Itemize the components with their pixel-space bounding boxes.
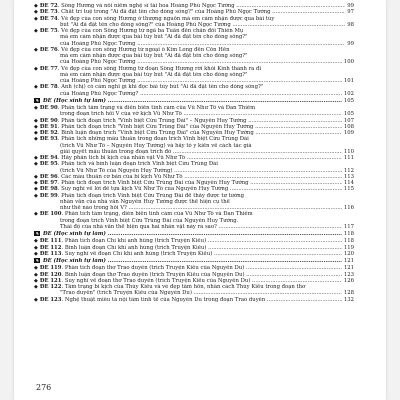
toc-entry-text: Phân tích đoạn thơ Trao duyên (trích Truyện Kiều của Nguyễn Du)	[64, 265, 245, 272]
toc-entry-line: ◆ ĐỀ 97. Phân tích đoạn trích Vĩnh biệt Cửu Trùng Đài của Nguyễn Huy Tưởng .....	[34, 180, 354, 186]
bullet-icon: ◆	[34, 117, 38, 124]
toc-entry-text: của Hoàng Phủ Ngọc Tường	[60, 78, 136, 84]
toc-entry-code: ĐỀ 90	[39, 105, 58, 111]
table-of-contents	[34, 3, 354, 303]
toc-entry-page: 123	[343, 271, 354, 278]
toc-entry-page: 105	[343, 97, 354, 104]
toc-entry-page: 105	[343, 111, 354, 118]
toc-entry-text: Vẻ đẹp của con sông Hương ở thượng nguồn mà em cảm nhận được qua bài tùy	[61, 15, 275, 22]
toc-entry-text: (Học sinh tự làm)	[53, 231, 106, 237]
toc-entry-text: Phân tích những mâu thuẫn trong đoạn trích Vĩnh biệt Cửu Trùng Đài	[61, 136, 249, 143]
toc-entry-line: ◆ ĐỀ 76. Vẻ đẹp của con sông Hương từ ngoại ô Kim Long đến Cồn Hến	[34, 46, 230, 53]
toc-entry	[34, 84, 354, 97]
bullet-icon: ◆	[34, 28, 38, 34]
toc-entry-code: ĐỀ 77	[39, 65, 58, 72]
toc-entry-text: Phân tích đoạn trích "Vĩnh biệt Cửu Trùng Đài" của Nguyễn Huy Tưởng	[61, 123, 254, 130]
toc-entry-page: 98	[347, 21, 354, 28]
pencil-icon: ✎	[35, 231, 39, 236]
toc-entry-line: ◆ ĐỀ 99. Phân tích đoạn trích Vĩnh biệt Cửu Trùng Đài để thấy được tư tưởng	[34, 192, 245, 199]
toc-entry-page: 101	[343, 78, 354, 84]
toc-entry-text: Bình luận đoạn thơ Trao duyên (trích Truyện Kiều của Nguyễn Du)	[64, 271, 245, 278]
toc-entry-page: 97	[347, 9, 354, 16]
toc-entry	[34, 28, 354, 47]
toc-entry-page: 114	[343, 180, 354, 186]
toc-entry-line: ◆ ĐỀ 98. Suy nghĩ về lời đề tựa kịch Vũ Như Tô của Nguyễn Huy Tưởng .....	[34, 186, 354, 192]
toc-entry-text: Vẻ đẹp của con sông Hương từ đoạn Sông Hương rời khỏi Kinh thành ra đi	[61, 65, 262, 72]
toc-entry-line: ◆ ĐỀ 95. Phân tích và bình luận đoạn trích Vĩnh biệt Cửu Trùng Đài	[34, 161, 218, 168]
toc-entry-code: ĐỀ	[43, 97, 52, 104]
pencil-icon: ✎	[35, 258, 39, 263]
toc-entry-text: bút "Ai đã đặt tên cho dòng sông?" của Hoàng Phủ Ngọc Tường	[60, 21, 231, 28]
bullet-icon: ◆	[34, 46, 38, 53]
bullet-icon: ◆	[34, 238, 38, 245]
bullet-icon: ◆	[34, 3, 38, 9]
toc-entry-text: (Học sinh tự làm)	[53, 258, 106, 264]
toc-entry-text: trong đoạn trích hồi V của vở kịch Vũ Như Tô	[60, 111, 182, 118]
toc-entry-text: Suy nghĩ về lời đề tựa kịch Vũ Như Tô của Nguyễn Huy Tưởng	[61, 186, 229, 193]
toc-entry-line: ◆ ĐỀ 119. Phân tích đoạn thơ Trao duyên (trích Truyện Kiều của Nguyễn Du) .....	[34, 265, 354, 271]
toc-entry-line: ◆ ĐỀ 78. Anh (chị) có cảm nghĩ gì khi đọc bài tùy bút "Ai đã đặt tên cho dòng sông?"	[34, 84, 264, 91]
toc-entry	[34, 193, 354, 212]
page-number: 276	[36, 383, 52, 392]
toc-entry-line	[34, 91, 354, 97]
toc-entry-page: 109	[343, 130, 354, 136]
toc-entry-line: ◆ ĐỀ 121. Suy nghĩ về đoạn thơ Trao duyên (trích Truyện Kiều của Nguyễn Du) .....	[34, 278, 354, 284]
bullet-icon: ◆	[34, 277, 38, 284]
toc-entry-code: ĐỀ 90	[39, 117, 58, 124]
toc-entry-page: 99	[347, 40, 354, 47]
toc-entry-line: ◆ ĐỀ 96. Các mâu thuẫn cơ bản của bi kịch Vũ Như Tô .....	[34, 174, 354, 180]
toc-entry-text: giải quyết mâu thuẫn trong đoạn trích đó	[60, 148, 172, 155]
toc-entry-line	[34, 258, 354, 264]
toc-entry-text: Phân tích đoạn trích "Vĩnh biệt Cửu Trùng Đài" – Nguyễn Huy Tưởng	[61, 117, 247, 124]
toc-entry-text: Phân tích đoạn Chí khí anh hùng (trích Truyện Kiều)	[64, 238, 207, 245]
toc-entry-text: Vẻ đẹp của con Sông Hương từ ngã ba Tuần đến chân đồi Thiên Mụ	[61, 28, 244, 34]
bullet-icon: ◆	[34, 155, 38, 161]
toc-entry-code: ĐỀ 119	[39, 265, 62, 272]
toc-entry-text: Bình luận đoạn Chí khí anh hùng (trích Truyện Kiều)	[64, 244, 207, 251]
toc-entry-page: 107	[343, 117, 354, 124]
toc-entry-line	[34, 224, 354, 230]
bullet-icon: ◆	[34, 265, 38, 272]
toc-entry-text: Suy nghĩ về đoạn thơ Trao duyên (trích Truyện Kiều của Nguyễn Du)	[64, 277, 251, 284]
toc-entry-page: 121	[343, 258, 354, 264]
toc-entry-code: ĐỀ 78	[39, 84, 58, 91]
toc-entry-page: 126	[343, 277, 354, 284]
bullet-icon: ◆	[34, 105, 38, 111]
toc-entry-code: ĐỀ	[43, 231, 52, 237]
bullet-icon: ◆	[34, 180, 38, 186]
toc-entry-code: ĐỀ 123	[39, 296, 62, 303]
bullet-icon: ◆	[34, 161, 38, 168]
toc-entry-line: ◆ ĐỀ 92. Bình luận đoạn trích "Vĩnh biệt Cửu Trùng Đài" của Nguyễn Huy Tưởng .....	[34, 130, 354, 136]
toc-entry-code: ĐỀ 92	[39, 130, 58, 136]
toc-entry-text: mà em cảm nhận được qua bài tùy bút "Ai đã đặt tên cho dòng sông?"	[60, 71, 248, 78]
toc-entry-text: (trích Vũ Như Tô của Nguyễn Huy Tưởng)	[60, 167, 173, 174]
bullet-icon: ◆	[34, 284, 38, 290]
toc-entry-text: (trích Vũ Như Tô – Nguyễn Huy Tưởng) và hãy tỏ ý kiến về cách tác giả	[60, 142, 252, 149]
toc-entry	[34, 136, 354, 155]
toc-entry	[34, 251, 354, 257]
bullet-icon: ◆	[34, 123, 38, 130]
toc-entry-code: ĐỀ	[43, 258, 52, 264]
toc-entry-text: Chất trí tuệ trong "Ai đã đặt tên cho dòng sông?" của Hoàng Phủ Ngọc Tường	[61, 9, 271, 16]
toc-entry-text: Anh (chị) có cảm nghĩ gì khi đọc bài tùy bút "Ai đã đặt tên cho dòng sông?"	[61, 84, 264, 91]
toc-entry-line: ◆ ĐỀ 93. Phân tích những mâu thuẫn trong đoạn trích Vĩnh biệt Cửu Trùng Đài	[34, 136, 249, 143]
toc-entry-text: Thái độ của nhà văn thể hiện qua hai nhân vật này ra sao?	[60, 223, 217, 230]
toc-entry-line: ◆ ĐỀ 122. Tâm trạng bi kịch của Thúy Kiều và vẻ đẹp tâm hồn, nhân cách Thúy Kiều trong đoạn thơ	[34, 284, 306, 290]
toc-entry	[34, 105, 354, 118]
bullet-icon: ◆	[34, 296, 38, 303]
toc-entry-page: 100	[343, 59, 354, 66]
toc-section-header	[34, 258, 354, 264]
toc-entry-code: ĐỀ 98	[39, 186, 58, 193]
toc-entry-text: của Hoàng Phủ Ngọc Tường	[60, 59, 136, 66]
toc-entry-line: ◆ ĐỀ 91. Phân tích đoạn trích "Vĩnh biệt Cửu Trùng Đài" của Nguyễn Huy Tưởng .....	[34, 124, 354, 130]
bullet-icon: ◆	[34, 271, 38, 278]
toc-entry	[34, 16, 354, 29]
toc-entry-page: 132	[343, 296, 354, 303]
toc-entry-page: 120	[343, 250, 354, 257]
toc-entry-text: mà em cảm nhận được qua bài tùy bút "Ai đã đặt tên cho dòng sông?"	[60, 53, 248, 59]
toc-entry-line: ◆ ĐỀ 100. Phân tích tâm trạng, diễn biến tình cảm của Vũ Như Tô và Đan Thiềm	[34, 211, 253, 218]
toc-entry-code: ĐỀ 120	[39, 271, 62, 278]
toc-entry-line: ◆ ĐỀ 120. Bình luận đoạn thơ Trao duyên (trích Truyện Kiều của Nguyễn Du) .....	[34, 272, 354, 278]
toc-entry-text: Sông Hương và nỗi niềm nghệ sĩ tài hoa Hoàng Phủ Ngọc Tường	[61, 3, 235, 9]
toc-entry-page: 118	[343, 231, 354, 237]
bullet-icon: ◆	[34, 65, 38, 72]
book-page	[14, 0, 386, 400]
bullet-icon: ◆	[34, 9, 38, 16]
toc-entry-code: ĐỀ 76	[39, 46, 58, 53]
toc-entry-page: 116	[343, 205, 354, 211]
toc-entry-line	[34, 231, 354, 237]
toc-entry-page: 111	[343, 155, 354, 161]
toc-entry-text: Phân tích tâm trạng và diễn biến tình cảm của Vũ Như Tô và Đan Thiềm	[61, 105, 256, 111]
bullet-icon: ◆	[34, 186, 38, 193]
toc-entry-text: Phân tích đoạn trích Vĩnh biệt Cửu Trùng Đài của Nguyễn Huy Tưởng	[61, 180, 249, 186]
toc-entry-page: 121	[343, 265, 354, 272]
toc-entry-code: ĐỀ 96	[39, 173, 58, 180]
toc-entry-line: ◆ ĐỀ 75. Vẻ đẹp của con Sông Hương từ ngã ba Tuần đến chân đồi Thiên Mụ	[34, 28, 244, 34]
toc-section-header	[34, 98, 354, 104]
toc-entry-line: ◆ ĐỀ 111. Phân tích đoạn Chí khí anh hùng (trích Truyện Kiều) .....	[34, 238, 354, 244]
bullet-icon: ◆	[34, 173, 38, 180]
toc-entry-page: 119	[343, 244, 354, 251]
toc-entry-code: ĐỀ 113	[39, 250, 62, 257]
toc-entry-line	[34, 98, 354, 104]
bullet-icon: ◆	[34, 130, 38, 136]
toc-entry-code: ĐỀ 93	[39, 136, 58, 143]
toc-entry-page: 128	[343, 290, 354, 297]
bullet-icon: ◆	[34, 250, 38, 257]
toc-entry-code: ĐỀ 72	[39, 3, 58, 9]
toc-entry-code: ĐỀ 75	[39, 28, 58, 34]
bullet-icon: ◆	[34, 84, 38, 91]
toc-entry-text: trong đoạn trích Vĩnh biệt Cửu Trùng Đài của Nguyễn Huy Tưởng.	[60, 217, 239, 224]
toc-entry-text: "Trao duyên" (trích Truyện Kiều của Nguyễn Du)	[60, 290, 192, 297]
toc-entry-page: 99	[347, 3, 354, 9]
toc-entry-text: Nghệ thuật miêu tả nội tâm tinh tế của Nguyễn Du trong đoạn Trao duyên	[64, 296, 266, 303]
toc-entry-line: ◆ ĐỀ 74. Vẻ đẹp của con sông Hương ở thượng nguồn mà em cảm nhận được qua bài tùy	[34, 15, 275, 22]
toc-entry-text: Phân tích và bình luận đoạn trích Vĩnh biệt Cửu Trùng Đài	[61, 161, 218, 168]
toc-entry-text: Hãy phân tích bi kịch của nhân vật Vũ Như Tô	[61, 155, 186, 161]
toc-entry-code: ĐỀ 112	[39, 244, 62, 251]
toc-entry-code: ĐỀ 99	[39, 192, 58, 199]
toc-entry-code: ĐỀ 95	[39, 161, 58, 168]
toc-entry-text: của Hoàng Phủ Ngọc Tường	[60, 40, 136, 47]
toc-entry-text: Suy nghĩ về đoạn Chí khí anh hùng (trích Truyện Kiều)	[64, 250, 213, 257]
bullet-icon: ◆	[34, 192, 38, 199]
toc-entry-code: ĐỀ 97	[39, 180, 58, 186]
toc-entry-line: ◆ ĐỀ 77. Vẻ đẹp của con sông Hương từ đoạn Sông Hương rời khỏi Kinh thành ra đi	[34, 65, 262, 72]
toc-entry-text: Vẻ đẹp của con sông Hương từ ngoại ô Kim Long đến Cồn Hến	[61, 46, 230, 53]
toc-entry	[34, 297, 354, 303]
toc-entry-page: 118	[343, 238, 354, 245]
toc-entry-text: của Hoàng Phủ Ngọc Tường?	[60, 90, 139, 97]
toc-entry-text: Phân tích đoạn trích Vĩnh biệt Cửu Trùng Đài để thấy được tư tưởng	[61, 192, 245, 199]
toc-entry-code: ĐỀ 121	[39, 277, 62, 284]
toc-entry-line: ◆ ĐỀ 90. Phân tích tâm trạng và diễn biến tình cảm của Vũ Như Tô và Đan Thiềm	[34, 105, 256, 111]
toc-section-header	[34, 231, 354, 237]
toc-entry-text: Bình luận đoạn trích "Vĩnh biệt Cửu Trùng Đài" của Nguyễn Huy Tưởng	[61, 130, 254, 136]
toc-entry-text: Tâm trạng bi kịch của Thúy Kiều và vẻ đẹp tâm hồn, nhân cách Thúy Kiều trong đoạn thơ	[64, 284, 306, 290]
toc-entry-code: ĐỀ 122	[39, 284, 62, 290]
bullet-icon: ◆	[34, 15, 38, 22]
toc-entry-page: 115	[343, 186, 354, 193]
toc-entry-line: ◆ ĐỀ 72. Sông Hương và nỗi niềm nghệ sĩ tài hoa Hoàng Phủ Ngọc Tường .....	[34, 3, 354, 9]
toc-entry-line: ◆ ĐỀ 73. Chất trí tuệ trong "Ai đã đặt tên cho dòng sông?" của Hoàng Phủ Ngọc Tường .....	[34, 9, 354, 15]
toc-entry-code: ĐỀ 100	[39, 211, 62, 218]
toc-entry-text: nhân văn của nhà văn Nguyễn Huy Tưởng được thể hiện cụ thể	[60, 198, 230, 205]
toc-entry-page: 108	[343, 123, 354, 130]
toc-entry-line: ◆ ĐỀ 123. Nghệ thuật miêu tả nội tâm tinh tế của Nguyễn Du trong đoạn Trao duyên .....	[34, 297, 354, 303]
toc-entry-line: ◆ ĐỀ 90. Phân tích đoạn trích "Vĩnh biệt Cửu Trùng Đài" – Nguyễn Huy Tưởng .....	[34, 118, 354, 124]
bullet-icon: ◆	[34, 244, 38, 251]
toc-entry	[34, 66, 354, 85]
toc-entry-page: 110	[343, 148, 354, 155]
toc-entry	[34, 47, 354, 66]
toc-entry-line: ◆ ĐỀ 113. Suy nghĩ về đoạn Chí khí anh hùng (trích Truyện Kiều) .....	[34, 251, 354, 257]
bullet-icon: ◆	[34, 211, 38, 218]
toc-entry-text: mà em cảm nhận được qua bài tùy bút "Ai đã đặt tên cho dòng sông?"	[60, 34, 248, 41]
toc-entry-text: Phân tích tâm trạng, diễn biến tình cảm của Vũ Như Tô và Đan Thiềm	[64, 211, 253, 218]
toc-entry	[34, 211, 354, 230]
toc-entry-text: (Học sinh tự làm)	[53, 97, 106, 104]
toc-entry-code: ĐỀ 73	[39, 9, 58, 16]
toc-entry	[34, 161, 354, 174]
toc-entry-text: Các mâu thuẫn cơ bản của bi kịch Vũ Như Tô	[61, 173, 183, 180]
toc-entry-page: 102	[343, 90, 354, 97]
pencil-icon: ✎	[35, 97, 39, 103]
toc-entry-code: ĐỀ 94	[39, 155, 58, 161]
toc-entry-code: ĐỀ 111	[39, 238, 62, 245]
toc-entry-line: ◆ ĐỀ 112. Bình luận đoạn Chí khí anh hùng (trích Truyện Kiều) .....	[34, 245, 354, 251]
toc-entry-text: như thế nào trong hồi V?	[60, 205, 127, 211]
toc-entry-line: ◆ ĐỀ 94. Hãy phân tích bi kịch của nhân vật Vũ Như Tô .....	[34, 155, 354, 161]
toc-entry	[34, 284, 354, 297]
toc-entry-page: 113	[343, 173, 354, 180]
toc-entry-code: ĐỀ 91	[39, 123, 58, 130]
toc-entry-code: ĐỀ 74	[39, 15, 58, 22]
bullet-icon: ◆	[34, 136, 38, 143]
toc-entry-page: 117	[343, 223, 354, 230]
toc-entry-page: 112	[343, 167, 354, 174]
